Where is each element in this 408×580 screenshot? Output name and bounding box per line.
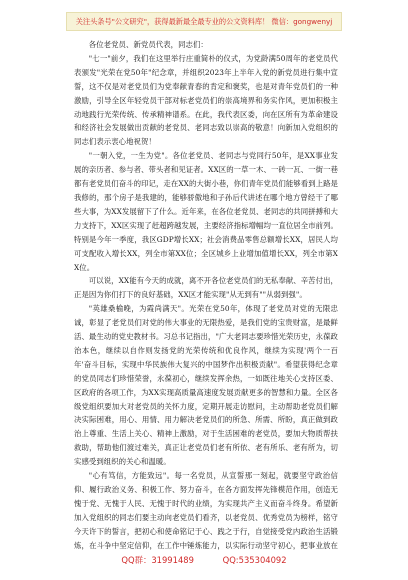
body-paragraph: "心有笃信，方能致远"。每一名党员，从宣誓那一刻起，就要坚守政治信仰、履行政治义务、积极工作、努力奋斗，在各方面发挥先锋模范作用，创造无愧于党、无愧于人民、无愧于时代的业绩，为实现共产主义而奋斗终身。希望新加入党组织的同志们要主动向老党员们看齐，以老党员、优秀党员为榜样，铭守今天许下的誓言，把初心和使命铭记于心、践之于行，自觉接受党内政治生活锻炼，在斗争中坚定信仰，在工作中锤炼能力，以实际行动坚守初心，把事业放在 xyxy=(74,471,338,550)
footer-qq-group: QQ群：31991489 xyxy=(121,555,194,565)
body-paragraph: 可以说，XX能有今天的成就，离不开各位老党员们的无私奉献、辛苦付出，正是因为你们打下的良好基础，XX区才能实现"从无到有""从弱到强"。 xyxy=(74,276,338,300)
footer-contact xyxy=(0,554,408,566)
header-promo-banner: 关注头条号"公文研究"，获得最新最全最专业的公文资料库！ 微信：gongwenyj xyxy=(66,12,342,31)
salutation-paragraph: 各位老党员、新党员代表，同志们： xyxy=(88,40,208,49)
body-paragraph: "一朝入党，一生为党"。各位老党员、老同志与党同行50年，是XX事业发展的亲历者、参与者、带头者和见证者。XX区的一草一木、一砖一瓦、一街一巷都有老党员们奋斗的印记，走在XX的大街小巷，你们青年党员们能够看到上路是我修的，那个房子是我建的，能够骄傲地和子孙后代讲述在哪个地方曾经干了哪些大事，为XX发展留下了什么。近年来，在各位老党员、老同志的共同拼搏和大力支持下，XX区实现了赶超跨越发展，主要经济指标增幅均一直位居全市前列。特别是今年一季度，我区GDP增长XX；社会消费品零售总额增长XX，居民人均可支配收入增长XX，列全市第XX位；全区城乡上业增加值增长XX，列全市第XX位。 xyxy=(74,151,338,272)
body-paragraph: "英雄桑榆晚，为霞尚满天"。光荣在党50年，体现了老党员对党的无限忠诚，彰显了老党员们对党的伟大事业的无限热爱，是我们党的宝贵财富，是最鲜活、最生动的党史教材书。习总书记指出，"广大老同志要珍惜光荣历史，永葆政治本色，继续以自作则发扬党的光荣传统和优良作风，继续为实现'两个一百年'奋斗目标，实现中华民族伟大复兴的中国梦作出积极贡献"。希望获得纪念章的党员同志们珍惜荣誉，永葆初心，继续发挥余热，一如既往地关心支持区委、区政府的各项工作，为XX实现高质量高速度发展贡献更多的智慧和力量。全区各级党组织要加大对老党员的关怀力度，定期开展走访慰问，主动帮助老党员们解决实际困难，用心、用情、用力解决老党员们的所急、所需、所盼，真正做到政治上尊重、生活上关心、精神上激励，对于生活困难的老党员，要加大物质帮扶救助，帮助他们渡过难关，真正让老党员们老有所依、老有所乐、老有所为，切实感受到组织的关心和温暖。 xyxy=(74,304,338,467)
footer-qq: QQ:535304092 xyxy=(222,555,287,565)
document-body xyxy=(74,38,338,550)
body-paragraph: "七一"前夕，我们在这里举行庄重简朴的仪式，为党龄满50周年的老党员代表颁发"光荣在党50年"纪念章，并组织2023年上半年入党的新党员进行集中宣誓，这不仅是对老党员们为党奉献青春的肯定和褒奖，也是对青年党员们的一种激励，引导全区年轻党员干部对标老党员们的崇高境界和务实作风，更加积极主动地践行光荣传统、传承精神谱系。在此，我代表区委，向在区所有为革命建设和经济社会发展做出贡献的老党员、老同志致以崇高的敬意！向新加入党组织的同志们表示衷心地祝贺！ xyxy=(74,53,338,147)
